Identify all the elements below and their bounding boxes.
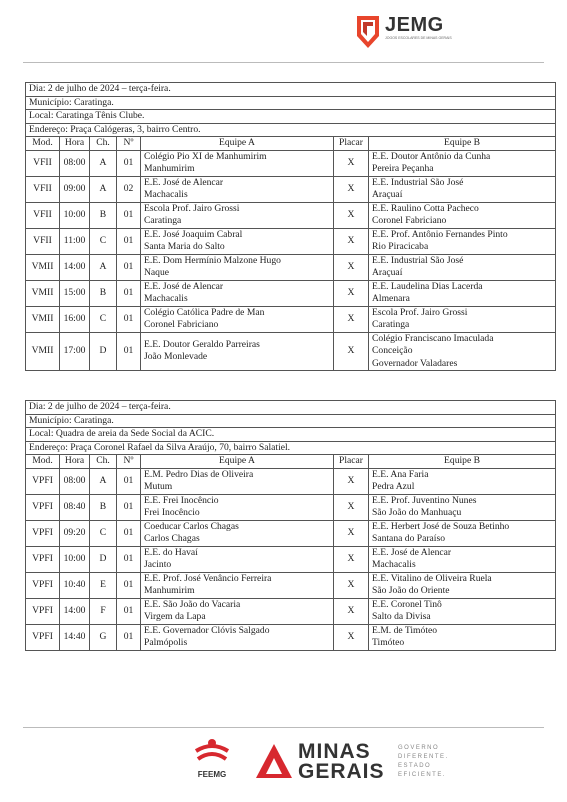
match-mod: VPFI bbox=[26, 598, 60, 624]
team-b-line: São João do Manhuaçu bbox=[372, 507, 462, 518]
team-a-line: Santa Maria do Salto bbox=[144, 241, 225, 252]
match-score: X bbox=[334, 306, 369, 332]
team-b-line: Santana do Paraíso bbox=[372, 533, 446, 544]
match-ch: C bbox=[90, 228, 117, 254]
match-score: X bbox=[334, 546, 369, 572]
match-team-b bbox=[369, 332, 556, 371]
team-b-line: Almenara bbox=[372, 293, 410, 304]
match-hora: 10:40 bbox=[60, 572, 90, 598]
header-row bbox=[26, 455, 556, 469]
team-b-line: Escola Prof. Jairo Grossi bbox=[372, 306, 468, 318]
match-mod: VFII bbox=[26, 150, 60, 176]
match-ch: G bbox=[90, 624, 117, 650]
column-header-num: Nº bbox=[117, 455, 141, 469]
team-b-line: E.E. Prof. Juventino Nunes bbox=[372, 494, 477, 506]
info-row bbox=[26, 123, 556, 137]
match-team-b bbox=[369, 598, 556, 624]
match-row bbox=[26, 228, 556, 254]
match-hora: 15:00 bbox=[60, 280, 90, 306]
team-b-line: Conceição bbox=[372, 345, 413, 356]
header-row bbox=[26, 137, 556, 151]
team-a-line: Manhumirim bbox=[144, 163, 195, 174]
match-row bbox=[26, 624, 556, 650]
match-ch: A bbox=[90, 150, 117, 176]
match-row bbox=[26, 520, 556, 546]
match-team-b bbox=[369, 176, 556, 202]
match-score: X bbox=[334, 520, 369, 546]
info-row bbox=[26, 83, 556, 97]
column-header-ch: Ch. bbox=[90, 455, 117, 469]
info-line: Município: Caratinga. bbox=[26, 96, 556, 110]
match-team-b bbox=[369, 572, 556, 598]
team-b-line: Araçuaí bbox=[372, 267, 403, 278]
match-team-b bbox=[369, 228, 556, 254]
team-b-line: Rio Piracicaba bbox=[372, 241, 429, 252]
match-row bbox=[26, 494, 556, 520]
match-ch: C bbox=[90, 520, 117, 546]
info-line: Dia: 2 de julho de 2024 – terça-feira. bbox=[26, 401, 556, 415]
match-team-b bbox=[369, 520, 556, 546]
match-ch: D bbox=[90, 332, 117, 371]
match-score: X bbox=[334, 572, 369, 598]
match-hora: 11:00 bbox=[60, 228, 90, 254]
match-score: X bbox=[334, 494, 369, 520]
team-b-line: E.E. Vitalino de Oliveira Ruela bbox=[372, 572, 492, 584]
team-a-line: E.E. Frei Inocêncio bbox=[144, 494, 219, 506]
team-a-line: Caratinga bbox=[144, 215, 182, 226]
match-team-b bbox=[369, 494, 556, 520]
team-a-line: Frei Inocêncio bbox=[144, 507, 200, 518]
team-b-line: E.E. Doutor Antônio da Cunha bbox=[372, 150, 491, 162]
match-team-a bbox=[141, 176, 334, 202]
match-score: X bbox=[334, 468, 369, 494]
team-a-line: E.E. São João do Vacaria bbox=[144, 598, 241, 610]
column-header-hora: Hora bbox=[60, 137, 90, 151]
info-line: Município: Caratinga. bbox=[26, 414, 556, 428]
match-row bbox=[26, 468, 556, 494]
match-row bbox=[26, 598, 556, 624]
match-hora: 08:00 bbox=[60, 468, 90, 494]
match-ch: A bbox=[90, 176, 117, 202]
match-hora: 09:00 bbox=[60, 176, 90, 202]
match-team-a bbox=[141, 150, 334, 176]
match-num: 01 bbox=[117, 598, 141, 624]
match-team-a bbox=[141, 306, 334, 332]
team-a-line: Carlos Chagas bbox=[144, 533, 200, 544]
match-row bbox=[26, 572, 556, 598]
match-team-a bbox=[141, 254, 334, 280]
match-team-b bbox=[369, 546, 556, 572]
team-b-line: Salto da Divisa bbox=[372, 611, 431, 622]
info-line: Dia: 2 de julho de 2024 – terça-feira. bbox=[26, 83, 556, 97]
info-line: Local: Quadra de areia da Sede Social da ACIC. bbox=[26, 428, 556, 442]
match-team-b bbox=[369, 202, 556, 228]
match-team-b bbox=[369, 624, 556, 650]
column-header-equipe-a: Equipe A bbox=[141, 137, 334, 151]
match-num: 01 bbox=[117, 332, 141, 371]
match-ch: A bbox=[90, 468, 117, 494]
team-b-line: Timóteo bbox=[372, 637, 405, 648]
match-team-b bbox=[369, 254, 556, 280]
match-row bbox=[26, 176, 556, 202]
team-a-line: E.E. do Havaí bbox=[144, 546, 198, 558]
match-num: 01 bbox=[117, 624, 141, 650]
team-a-line: João Monlevade bbox=[144, 351, 208, 363]
team-a-line: Palmópolis bbox=[144, 637, 188, 648]
column-header-mod: Mod. bbox=[26, 137, 60, 151]
match-num: 01 bbox=[117, 520, 141, 546]
info-row bbox=[26, 96, 556, 110]
schedule-table-2 bbox=[25, 400, 556, 651]
column-header-placar: Placar bbox=[334, 455, 369, 469]
match-row bbox=[26, 332, 556, 371]
match-hora: 10:00 bbox=[60, 202, 90, 228]
match-num: 01 bbox=[117, 280, 141, 306]
match-mod: VPFI bbox=[26, 520, 60, 546]
team-b-line: E.E. José de Alencar bbox=[372, 546, 452, 558]
team-b-line: E.E. Coronel Tinô bbox=[372, 598, 442, 610]
match-team-b bbox=[369, 306, 556, 332]
column-header-mod: Mod. bbox=[26, 455, 60, 469]
schedule-table-1 bbox=[25, 82, 556, 371]
match-team-a bbox=[141, 494, 334, 520]
team-b-line: Caratinga bbox=[372, 319, 410, 330]
feemg-label: FEEMG bbox=[197, 770, 227, 779]
match-mod: VPFI bbox=[26, 494, 60, 520]
info-line: Local: Caratinga Tênis Clube. bbox=[26, 110, 556, 124]
minas-gerais-tagline: GOVERNO DIFERENTE. ESTADO EFICIENTE. bbox=[398, 745, 449, 778]
match-team-b bbox=[369, 468, 556, 494]
match-hora: 08:40 bbox=[60, 494, 90, 520]
match-ch: E bbox=[90, 572, 117, 598]
team-a-line: Machacalis bbox=[144, 189, 188, 200]
match-mod: VPFI bbox=[26, 546, 60, 572]
match-hora: 16:00 bbox=[60, 306, 90, 332]
footer-divider bbox=[23, 727, 544, 728]
team-b-line: E.E. Prof. Antônio Fernandes Pinto bbox=[372, 228, 508, 240]
match-num: 01 bbox=[117, 228, 141, 254]
team-a-line: E.E. José de Alencar bbox=[144, 280, 224, 292]
match-ch: B bbox=[90, 202, 117, 228]
match-score: X bbox=[334, 150, 369, 176]
match-score: X bbox=[334, 598, 369, 624]
info-line: Endereço: Praça Calógeras, 3, bairro Centro. bbox=[26, 123, 556, 137]
column-header-equipe-b: Equipe B bbox=[369, 137, 556, 151]
match-mod: VMII bbox=[26, 280, 60, 306]
team-b-line: Governador Valadares bbox=[372, 357, 458, 369]
match-team-a bbox=[141, 202, 334, 228]
team-b-line: E.E. Industrial São José bbox=[372, 176, 464, 188]
team-a-line: Jacinto bbox=[144, 559, 172, 570]
match-team-a bbox=[141, 572, 334, 598]
header-divider bbox=[23, 62, 544, 63]
column-header-ch: Ch. bbox=[90, 137, 117, 151]
match-team-b bbox=[369, 150, 556, 176]
info-line: Endereço: Praça Coronel Rafael da Silva Araújo, 70, bairro Salatiel. bbox=[26, 441, 556, 455]
match-team-b bbox=[369, 280, 556, 306]
team-b-line: Araçuaí bbox=[372, 189, 403, 200]
column-header-placar: Placar bbox=[334, 137, 369, 151]
match-ch: A bbox=[90, 254, 117, 280]
team-a-line: E.E. Prof. José Venâncio Ferreira bbox=[144, 572, 272, 584]
info-row bbox=[26, 401, 556, 415]
match-mod: VPFI bbox=[26, 624, 60, 650]
match-team-a bbox=[141, 332, 334, 371]
info-row bbox=[26, 414, 556, 428]
team-b-line: Pereira Peçanha bbox=[372, 163, 434, 174]
match-hora: 14:00 bbox=[60, 254, 90, 280]
column-header-num: Nº bbox=[117, 137, 141, 151]
team-a-line: Mutum bbox=[144, 481, 173, 492]
jemg-emblem-icon bbox=[355, 14, 381, 50]
team-b-line: E.E. Industrial São José bbox=[372, 254, 464, 266]
info-row bbox=[26, 428, 556, 442]
minas-gerais-logo bbox=[254, 740, 449, 786]
match-num: 01 bbox=[117, 306, 141, 332]
team-b-line: E.E. Laudelina Dias Lacerda bbox=[372, 280, 483, 292]
match-team-a bbox=[141, 228, 334, 254]
match-row bbox=[26, 254, 556, 280]
team-a-line: Virgem da Lapa bbox=[144, 611, 206, 622]
column-header-hora: Hora bbox=[60, 455, 90, 469]
jemg-title: JEMG bbox=[385, 14, 444, 36]
team-b-line: E.M. de Timóteo bbox=[372, 624, 438, 636]
match-num: 02 bbox=[117, 176, 141, 202]
team-b-line: Pedra Azul bbox=[372, 481, 415, 492]
match-hora: 09:20 bbox=[60, 520, 90, 546]
match-team-a bbox=[141, 624, 334, 650]
match-hora: 08:00 bbox=[60, 150, 90, 176]
team-a-line: Naque bbox=[144, 267, 170, 278]
match-team-a bbox=[141, 546, 334, 572]
match-hora: 17:00 bbox=[60, 332, 90, 371]
match-mod: VPFI bbox=[26, 572, 60, 598]
match-mod: VMII bbox=[26, 254, 60, 280]
match-score: X bbox=[334, 280, 369, 306]
match-ch: B bbox=[90, 494, 117, 520]
match-team-a bbox=[141, 280, 334, 306]
team-a-line: E.M. Pedro Dias de Oliveira bbox=[144, 468, 254, 480]
match-score: X bbox=[334, 332, 369, 371]
jemg-logo bbox=[355, 14, 455, 54]
match-row bbox=[26, 150, 556, 176]
match-num: 01 bbox=[117, 150, 141, 176]
match-num: 01 bbox=[117, 494, 141, 520]
team-a-line: Manhumirim bbox=[144, 585, 195, 596]
match-score: X bbox=[334, 202, 369, 228]
team-b-line: E.E. Raulino Cotta Pacheco bbox=[372, 202, 479, 214]
match-mod: VPFI bbox=[26, 468, 60, 494]
match-num: 01 bbox=[117, 546, 141, 572]
team-a-line: E.E. Dom Hermínio Malzone Hugo bbox=[144, 254, 281, 266]
match-hora: 14:40 bbox=[60, 624, 90, 650]
team-b-line: Colégio Franciscano Imaculada bbox=[372, 332, 494, 344]
match-team-a bbox=[141, 598, 334, 624]
team-a-line: Colégio Pio XI de Manhumirim bbox=[144, 150, 267, 162]
team-a-line: Coronel Fabriciano bbox=[144, 319, 219, 330]
match-ch: B bbox=[90, 280, 117, 306]
feemg-emblem-icon bbox=[192, 737, 232, 763]
match-hora: 14:00 bbox=[60, 598, 90, 624]
team-b-line: E.E. Herbert José de Souza Betinho bbox=[372, 520, 510, 532]
column-header-equipe-b: Equipe B bbox=[369, 455, 556, 469]
team-a-line: E.E. José Joaquim Cabral bbox=[144, 228, 243, 240]
team-a-line: E.E. Governador Clóvis Salgado bbox=[144, 624, 270, 636]
feemg-logo bbox=[188, 737, 236, 787]
match-score: X bbox=[334, 176, 369, 202]
column-header-equipe-a: Equipe A bbox=[141, 455, 334, 469]
match-mod: VFII bbox=[26, 228, 60, 254]
team-b-line: E.E. Ana Faria bbox=[372, 468, 429, 480]
team-b-line: São João do Oriente bbox=[372, 585, 450, 596]
match-hora: 10:00 bbox=[60, 546, 90, 572]
team-a-line: Machacalis bbox=[144, 293, 188, 304]
match-ch: F bbox=[90, 598, 117, 624]
match-ch: C bbox=[90, 306, 117, 332]
footer bbox=[0, 737, 567, 797]
team-a-line: E.E. José de Alencar bbox=[144, 176, 224, 188]
match-ch: D bbox=[90, 546, 117, 572]
match-num: 01 bbox=[117, 572, 141, 598]
match-score: X bbox=[334, 228, 369, 254]
team-b-line: Coronel Fabriciano bbox=[372, 215, 447, 226]
match-mod: VMII bbox=[26, 306, 60, 332]
match-team-a bbox=[141, 468, 334, 494]
match-row bbox=[26, 202, 556, 228]
match-row bbox=[26, 306, 556, 332]
match-num: 01 bbox=[117, 468, 141, 494]
match-team-a bbox=[141, 520, 334, 546]
team-a-line: Coeducar Carlos Chagas bbox=[144, 520, 239, 532]
match-num: 01 bbox=[117, 202, 141, 228]
minas-gerais-name: MINAS GERAIS bbox=[298, 740, 385, 783]
team-a-line: Colégio Católica Padre de Man bbox=[144, 306, 265, 318]
match-row bbox=[26, 546, 556, 572]
minas-gerais-triangle-icon bbox=[254, 742, 294, 782]
match-num: 01 bbox=[117, 254, 141, 280]
team-a-line: Escola Prof. Jairo Grossi bbox=[144, 202, 240, 214]
match-mod: VFII bbox=[26, 176, 60, 202]
match-mod: VMII bbox=[26, 332, 60, 371]
info-row bbox=[26, 441, 556, 455]
info-row bbox=[26, 110, 556, 124]
jemg-subtitle: JOGOS ESCOLARES DE MINAS GERAIS bbox=[385, 36, 452, 40]
match-score: X bbox=[334, 254, 369, 280]
team-b-line: Machacalis bbox=[372, 559, 416, 570]
team-a-line: E.E. Doutor Geraldo Parreiras bbox=[144, 338, 260, 350]
match-mod: VFII bbox=[26, 202, 60, 228]
match-score: X bbox=[334, 624, 369, 650]
match-row bbox=[26, 280, 556, 306]
